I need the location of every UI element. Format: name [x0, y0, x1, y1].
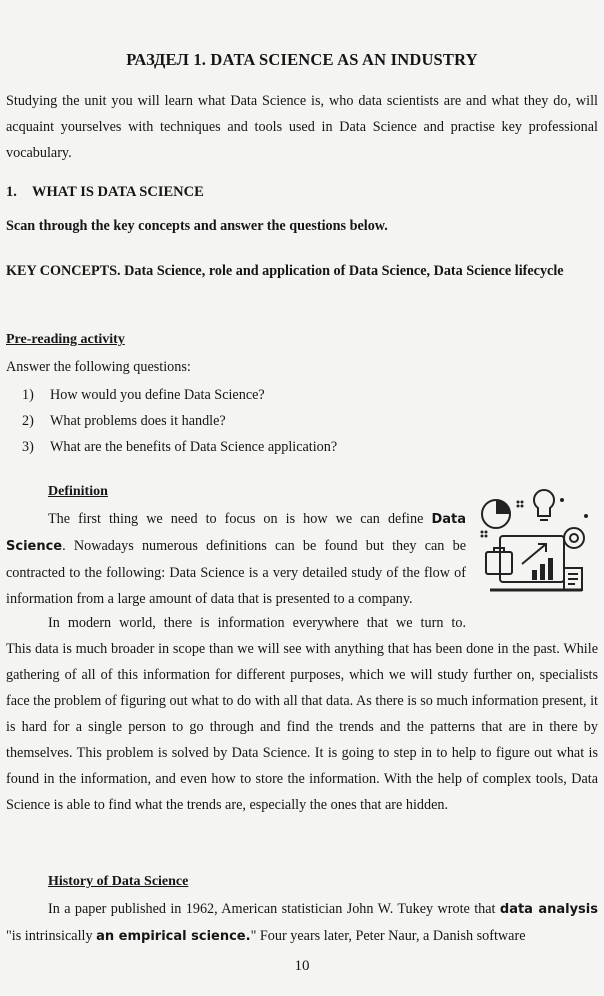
prereading-instruction: Answer the following questions:	[6, 359, 191, 375]
history-text-start: In a paper published in 1962, American statistician John W. Tukey wrote that	[48, 901, 500, 917]
definition-paragraph-2-rest: This data is much broader in scope than we will see with anything that has been done in the past. While gathering of all of this information for different purposes, which we will study further on, specialists face the problem of figuring out what to do with all that data. As there is so much information present, it is hard for a single person to go through and find the trends and the patterns that are in there by themselves. This problem is solved by Data Science. It is going to step in to help to figure out what is found in the information, and even how to store the information. With the help of complex tools, Data Science is able to find what the trends are, especially the ones that are hidden.	[6, 641, 598, 813]
page-number: 10	[294, 958, 310, 974]
page-title: РАЗДЕЛ 1. DATA SCIENCE AS AN INDUSTRY	[126, 50, 478, 69]
definition-heading: Definition	[48, 484, 108, 499]
list-item	[22, 382, 337, 408]
question-list	[22, 382, 337, 460]
question-text: What are the benefits of Data Science application?	[50, 439, 338, 455]
prereading-heading: Pre-reading activity	[6, 332, 125, 347]
section-heading	[6, 184, 204, 201]
scan-instruction: Scan through the key concepts and answer the questions below.	[6, 218, 388, 234]
question-number: 3)	[22, 439, 34, 455]
intro-paragraph: Studying the unit you will learn what Data Science is, who data scientists are and what they do, will acquaint yourselves with techniques and tools used in Data Science and practise key professional vocabulary.	[6, 93, 598, 161]
history-text-mid: "is intrinsically	[6, 928, 97, 944]
definition-text-rest: . Nowadays numerous definitions can be found but they can be contracted to the following: Data Science is a very detailed study of the flow of information from a large amount of data that is presented to a company.	[6, 538, 466, 607]
section-title: WHAT IS DATA SCIENCE	[32, 184, 204, 200]
section-number: 1.	[6, 184, 17, 200]
question-number: 2)	[22, 413, 34, 429]
list-item	[22, 434, 337, 460]
history-heading: History of Data Science	[48, 874, 189, 889]
definition-paragraph-2-start: In modern world, there is information everywhere that we turn to.	[48, 615, 466, 631]
arrow-icon	[522, 544, 546, 564]
history-bold-1: data analysis	[499, 902, 598, 917]
history-bold-2: an empirical science.	[96, 929, 251, 944]
lightbulb-icon	[534, 490, 554, 516]
question-text: What problems does it handle?	[50, 413, 226, 429]
history-text-end: " Four years later, Peter Naur, a Danish software	[250, 928, 526, 944]
list-item	[22, 408, 337, 434]
question-text: How would you define Data Science?	[50, 387, 265, 403]
definition-bold-term: Data Science	[6, 512, 466, 554]
definition-text-start: The first thing we need to focus on is how we can define	[48, 511, 432, 527]
bar-chart-icon	[532, 558, 553, 580]
question-number: 1)	[22, 387, 34, 403]
history-paragraph	[6, 896, 598, 950]
key-concepts: KEY CONCEPTS. Data Science, role and application of Data Science, Data Science lifecycle	[6, 263, 564, 279]
data-science-illustration	[478, 486, 596, 614]
definition-paragraph-1	[6, 506, 466, 612]
gear-icon	[564, 528, 584, 548]
